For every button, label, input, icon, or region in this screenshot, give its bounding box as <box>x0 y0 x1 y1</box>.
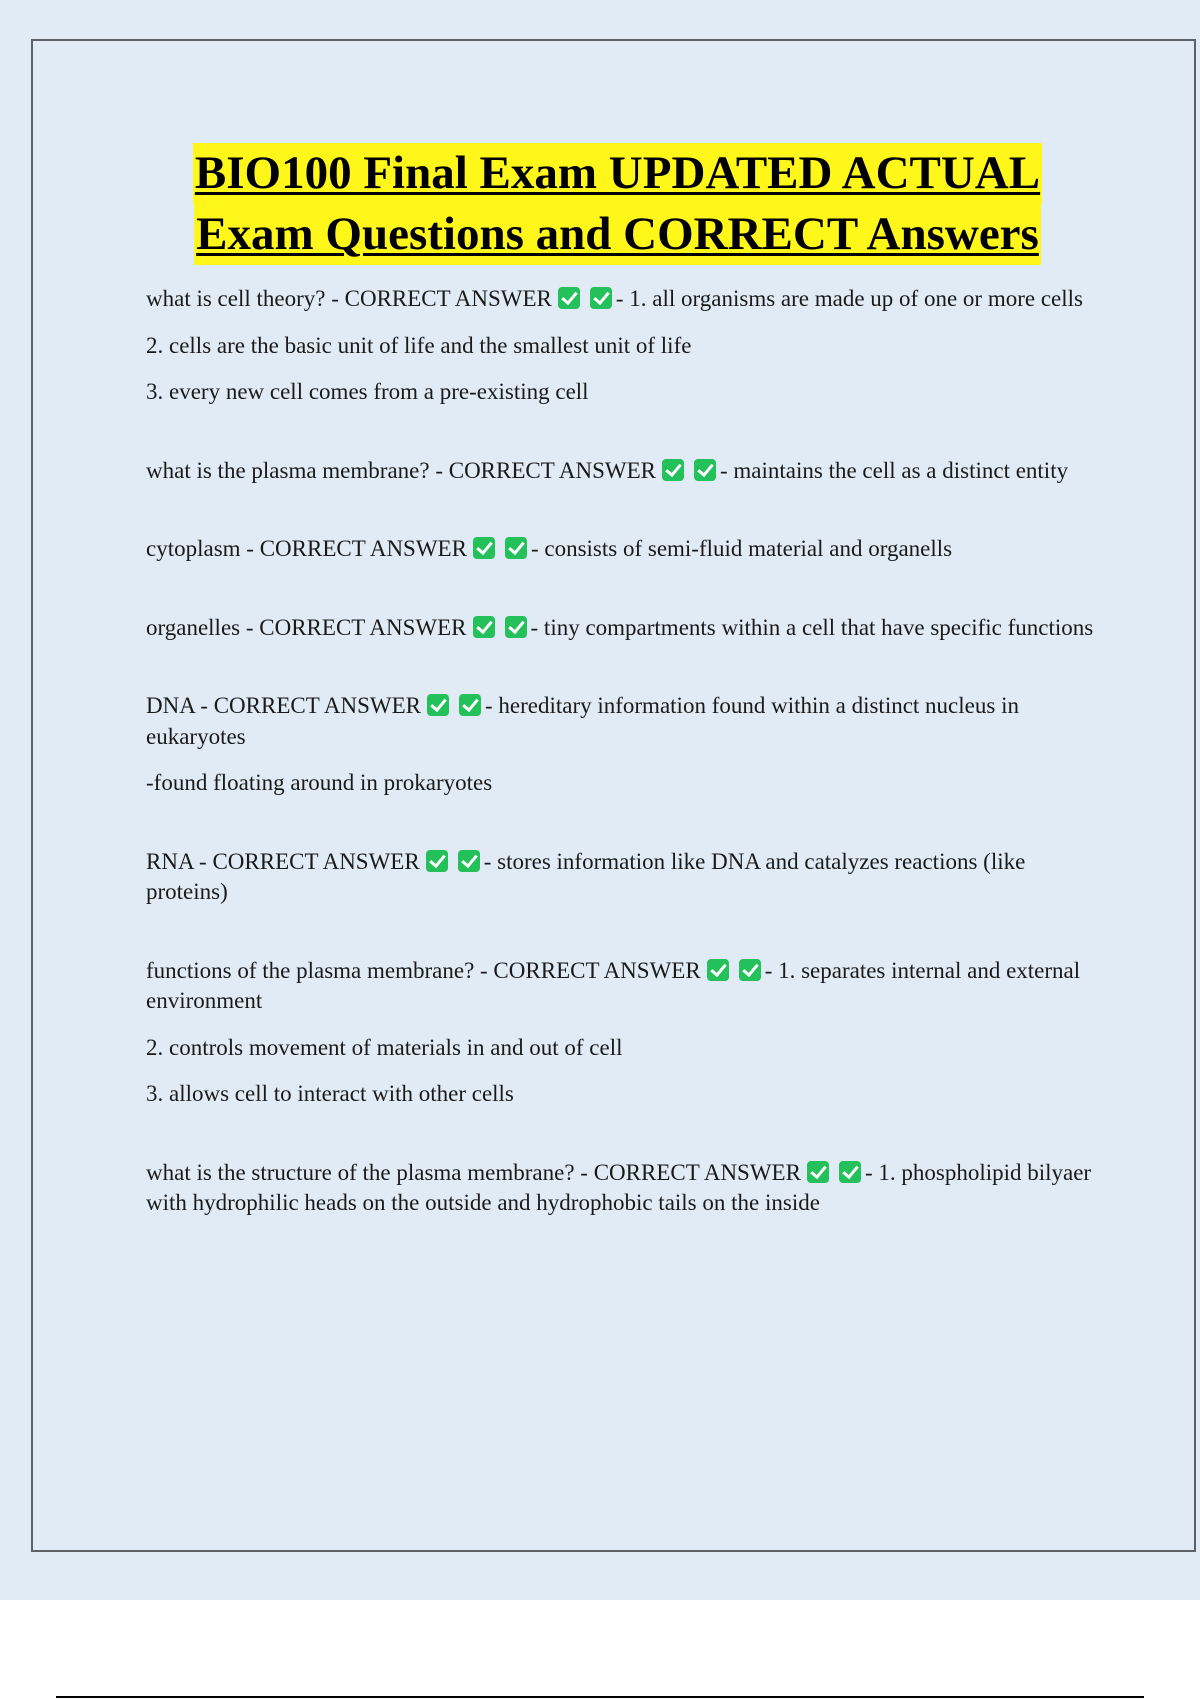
check-mark-icon <box>459 694 481 716</box>
qa-entry <box>146 847 1096 908</box>
title-line-1: BIO100 Final Exam UPDATED ACTUAL <box>193 143 1042 204</box>
qa-question-line <box>146 534 1096 565</box>
check-mark-icon <box>427 694 449 716</box>
check-mark-icon <box>426 850 448 872</box>
answer-text: - stores information like DNA and catalyzes reactions (like proteins) <box>146 848 1026 904</box>
qa-question-line <box>146 847 1096 908</box>
answer-text: - 1. phospholipid bilyaer with hydrophilic heads on the outside and hydrophobic tails on the inside <box>146 1159 1092 1215</box>
document-title <box>0 143 1200 265</box>
qa-question-line <box>146 691 1096 752</box>
qa-entry <box>146 691 1096 799</box>
check-mark-icon <box>505 537 527 559</box>
answer-continuation: 3. allows cell to interact with other cells <box>146 1081 514 1106</box>
check-mark-icon <box>590 287 612 309</box>
qa-entry <box>146 956 1096 1110</box>
qa-question-line <box>146 284 1096 315</box>
check-mark-icon <box>473 537 495 559</box>
check-mark-icon <box>505 616 527 638</box>
title-line-2: Exam Questions and CORRECT Answers <box>194 204 1041 265</box>
check-mark-icon <box>473 616 495 638</box>
check-mark-icon <box>807 1161 829 1183</box>
qa-question-line <box>146 1158 1096 1219</box>
answer-continuation: 2. cells are the basic unit of life and the smallest unit of life <box>146 332 692 358</box>
qa-entry <box>146 534 1096 565</box>
question-text: DNA - CORRECT ANSWER <box>146 693 421 718</box>
qa-list <box>146 284 1096 1235</box>
check-mark-icon <box>558 287 580 309</box>
qa-entry <box>146 613 1096 644</box>
answer-continuation: 3. every new cell comes from a pre-existing cell <box>146 379 589 404</box>
answer-text: - 1. all organisms are made up of one or more cells <box>615 286 1083 311</box>
question-text: what is the structure of the plasma membrane? - CORRECT ANSWER <box>146 1159 801 1185</box>
answer-text: - consists of semi-fluid material and organells <box>530 536 953 561</box>
question-text: cytoplasm - CORRECT ANSWER <box>146 536 467 561</box>
qa-entry <box>146 1158 1096 1219</box>
qa-question-line <box>146 956 1096 1017</box>
answer-continuation: 2. controls movement of materials in and out of cell <box>146 1034 623 1060</box>
answer-text: - hereditary information found within a distinct nucleus in eukaryotes <box>146 693 1019 749</box>
qa-question-line <box>146 456 1096 487</box>
question-text: functions of the plasma membrane? - CORRECT ANSWER <box>146 957 701 983</box>
question-text: organelles - CORRECT ANSWER <box>146 614 467 640</box>
question-text: what is cell theory? - CORRECT ANSWER <box>146 286 552 311</box>
check-mark-icon <box>662 459 684 481</box>
check-mark-icon <box>707 959 729 981</box>
answer-continuation: -found floating around in prokaryotes <box>146 770 493 795</box>
check-mark-icon <box>739 959 761 981</box>
answer-text: - maintains the cell as a distinct entity <box>719 457 1069 483</box>
qa-question-line <box>146 613 1096 644</box>
check-mark-icon <box>458 850 480 872</box>
qa-entry <box>146 284 1096 408</box>
question-text: what is the plasma membrane? - CORRECT ANSWER <box>146 457 656 483</box>
check-mark-icon <box>839 1161 861 1183</box>
answer-text: - 1. separates internal and external environment <box>146 957 1081 1013</box>
check-mark-icon <box>694 459 716 481</box>
footer-divider <box>56 1696 1144 1698</box>
answer-text: - tiny compartments within a cell that have specific functions <box>530 614 1094 640</box>
question-text: RNA - CORRECT ANSWER <box>146 848 420 874</box>
qa-entry <box>146 456 1096 487</box>
